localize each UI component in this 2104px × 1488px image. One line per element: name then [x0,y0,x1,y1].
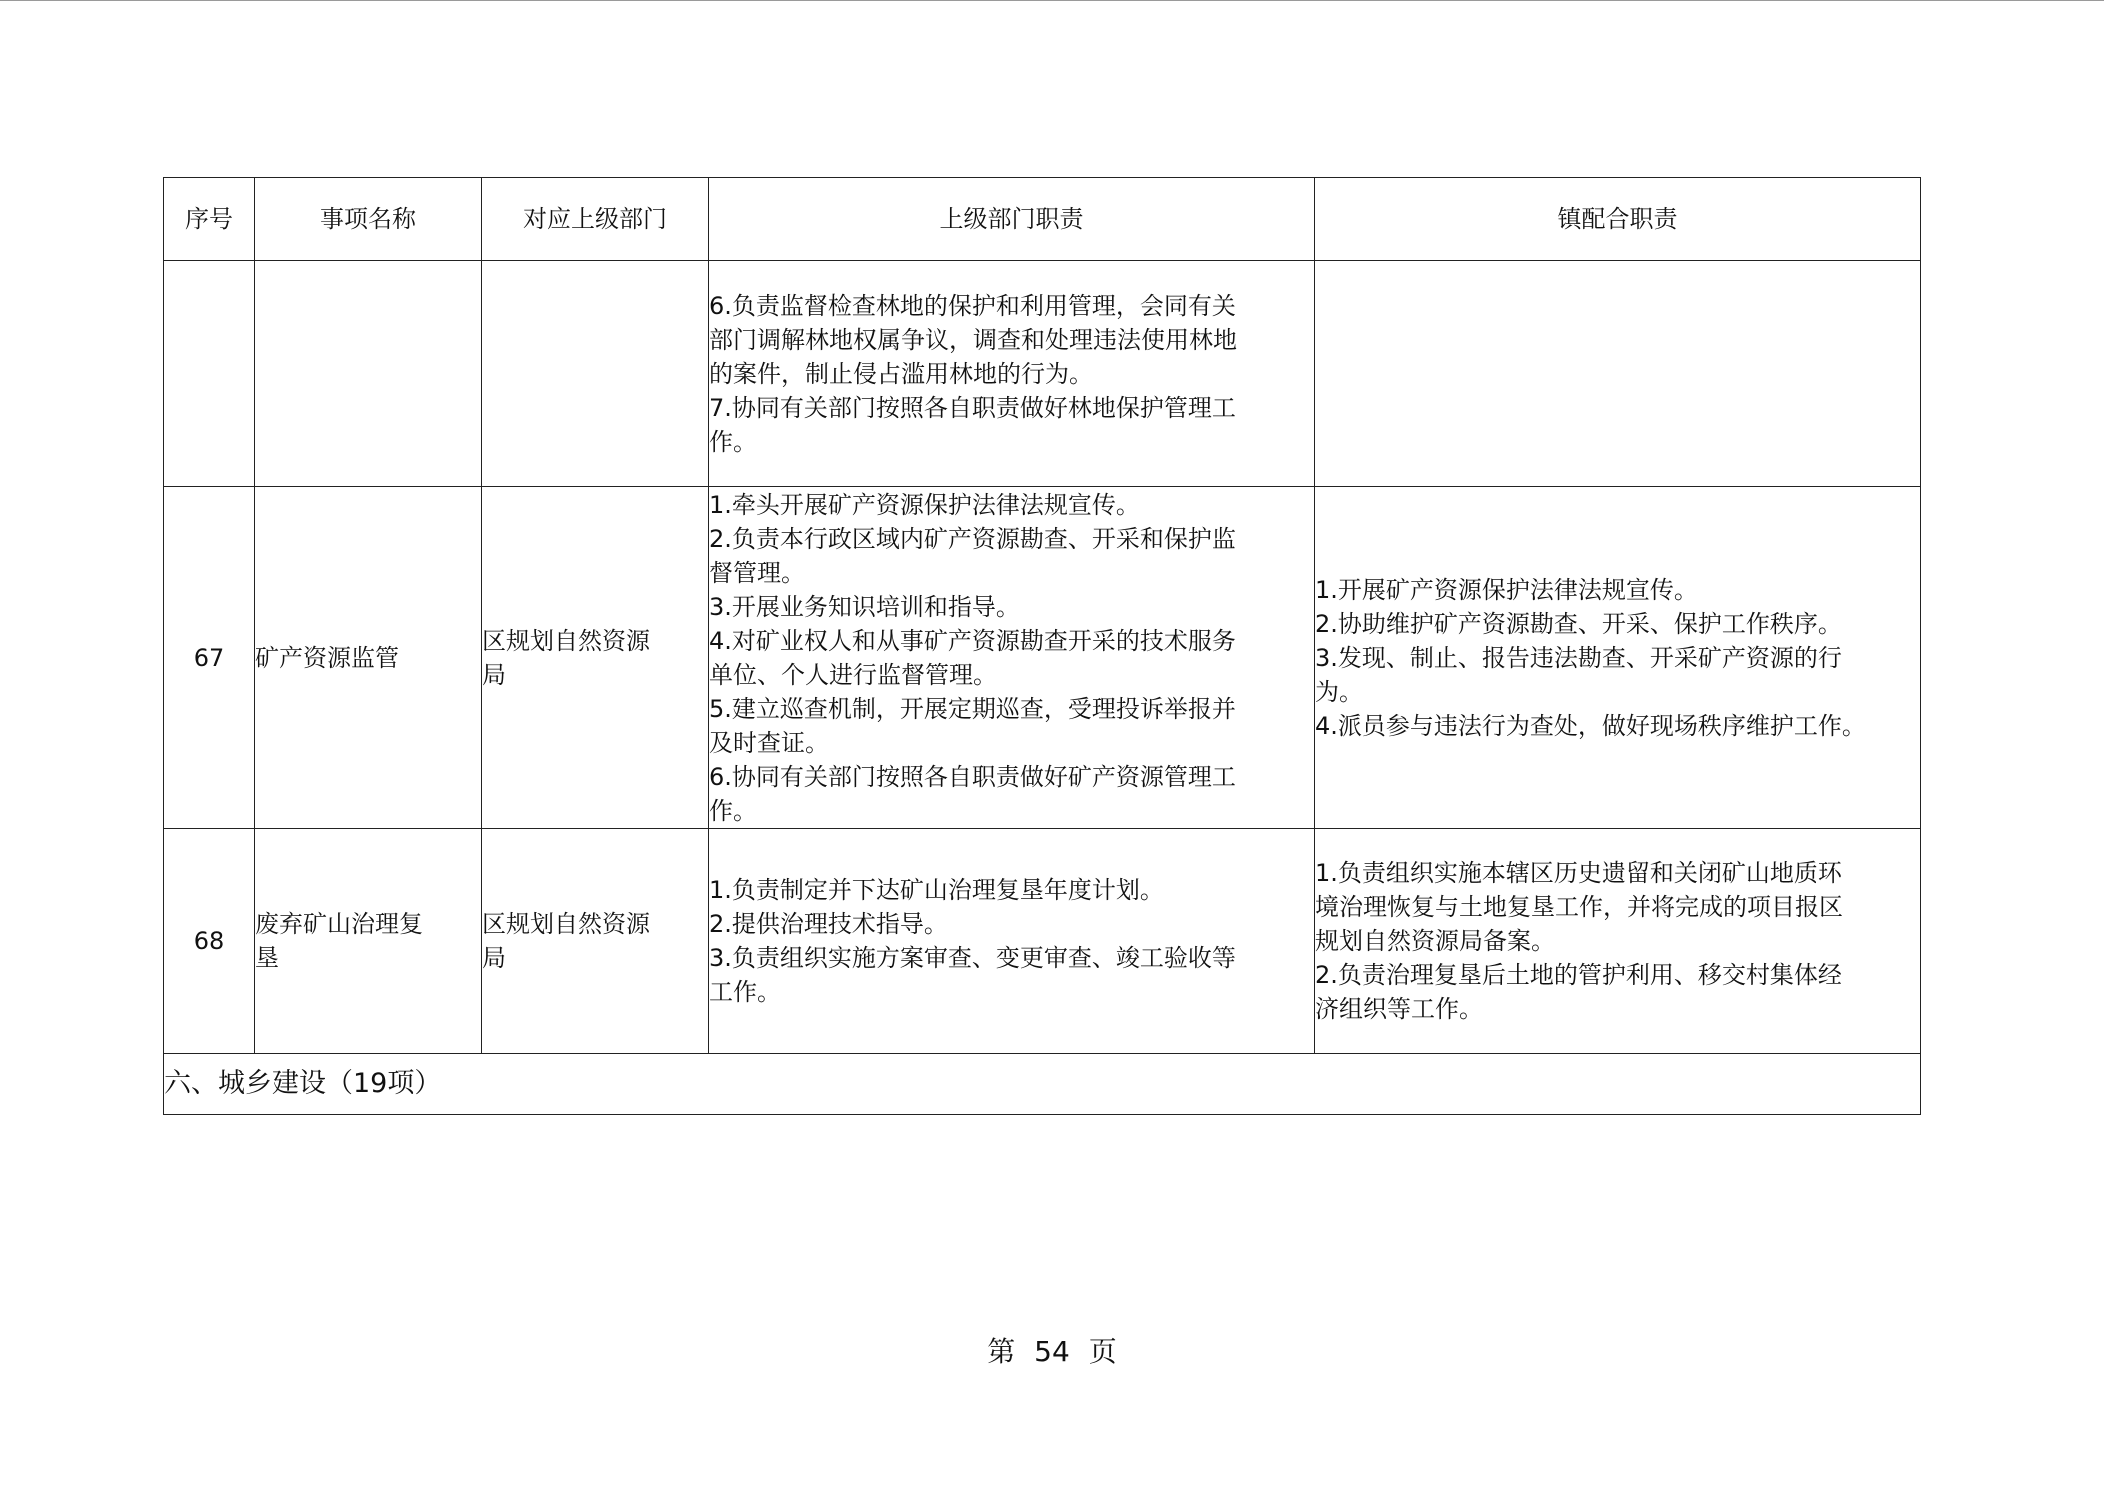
row-upper-duty-text: 1.负责制定并下达矿山治理复垦年度计划。 2.提供治理技术指导。 3.负责组织实施方案审查、变更审查、竣工验收等 工作。 [709,876,1236,1006]
row-item-name [255,829,482,1054]
table-row [164,261,1921,487]
row-upper-duty [709,829,1315,1054]
row-no [164,261,255,487]
row-town-duty [1315,487,1921,829]
header-upper-dept: 对应上级部门 [482,178,709,261]
section-heading: 六、城乡建设（19项） [164,1054,1921,1115]
row-upper-duty-text: 6.负责监督检查林地的保护和利用管理，会同有关 部门调解林地权属争议，调查和处理违法使用林地 的案件，制止侵占滥用林地的行为。 7.协同有关部门按照各自职责做好林地保护管理工 作。 [709,291,1237,456]
row-dept [482,829,709,1054]
table-header-row [164,178,1921,261]
row-dept-text: 区规划自然资源 局 [482,626,650,689]
row-no: 68 [164,829,255,1054]
row-town-duty-text: 1.负责组织实施本辖区历史遗留和关闭矿山地质环 境治理恢复与土地复垦工作，并将完成的项目报区 规划自然资源局备案。 2.负责治理复垦后土地的管护利用、移交村集体经 济组织等工作。 [1315,859,1843,1023]
page-footer-suffix: 页 [1088,1335,1117,1368]
row-no: 67 [164,487,255,829]
row-town-duty [1315,261,1921,487]
table-row [164,487,1921,829]
row-item-name-text: 矿产资源监管 [255,643,399,672]
row-town-duty [1315,829,1921,1054]
page-top-rule [0,0,2104,1]
row-upper-duty [709,261,1315,487]
duty-table [163,177,1921,1115]
header-upper-duty: 上级部门职责 [709,178,1315,261]
row-town-duty-text: 1.开展矿产资源保护法律法规宣传。 2.协助维护矿产资源勘查、开采、保护工作秩序。 3.发现、制止、报告违法勘查、开采矿产资源的行 为。 4.派员参与违法行为查处，做好现场秩序维护工作。 [1315,575,1866,740]
header-no: 序号 [164,178,255,261]
row-item-name-text: 废弃矿山治理复 垦 [255,910,423,972]
table-row [164,829,1921,1054]
header-town-duty: 镇配合职责 [1315,178,1921,261]
section-row [164,1054,1921,1115]
row-item-name [255,487,482,829]
row-dept [482,487,709,829]
row-dept [482,261,709,487]
page-footer [0,1332,2104,1372]
row-upper-duty-text: 1.牵头开展矿产资源保护法律法规宣传。 2.负责本行政区域内矿产资源勘查、开采和保护监 督管理。 3.开展业务知识培训和指导。 4.对矿业权人和从事矿产资源勘查开采的技术服务 单位、个人进行监督管理。 5.建立巡查机制，开展定期巡查，受理投诉举报并 及时查证。 6.协同有关部门按照各自职责做好矿产资源管理工 作。 [709,490,1236,825]
row-dept-text: 区规划自然资源 局 [482,910,650,972]
page-footer-prefix: 第 [987,1335,1016,1368]
row-upper-duty [709,487,1315,829]
header-item-name: 事项名称 [255,178,482,261]
page-number: 54 [1034,1335,1070,1368]
row-item-name [255,261,482,487]
